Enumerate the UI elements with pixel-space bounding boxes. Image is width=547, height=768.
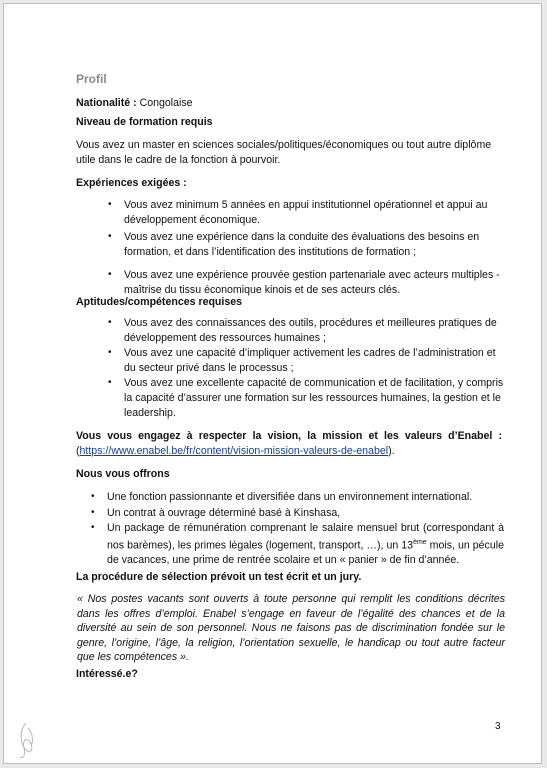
enabel-values-link[interactable]: https://www.enabel.be/fr/content/vision-mission-valeurs-de-enabel <box>79 444 389 457</box>
list-item: • Vous avez une expérience dans la conduite des évaluations des besoins en formation, et dans l’identification des institutions de formation ; <box>108 231 480 258</box>
heading-interesse: Intéressé.e? <box>76 668 138 680</box>
heading-nous-vous-offrons: Nous vous offrons <box>76 468 170 480</box>
niveau-formation-text: Vous avez un master en sciences sociales/politiques/économiques ou tout autre diplôme utile dans le cadre de la fonction à pourvoir. <box>76 139 492 166</box>
list-item: • Un package de rémunération comprenant le salaire mensuel brut (correspondant à nos barèmes), les primes légales (logement, transport, …), un 13ème mois, un pécule de vacances, une prime de rentrée scolaire et un « panier » de fin d’année. <box>91 522 504 566</box>
bullet-icon: • <box>91 522 95 534</box>
list-item: • Une fonction passionnante et diversifiée dans un environnement international. <box>91 491 473 503</box>
bullet-icon: • <box>108 317 112 328</box>
engagement-paragraph: Vous vous engagez à respecter la vision, la mission et les valeurs d’Enabel :(https://www.enabel.be/fr/content/vision-mission-valeurs-de-enabel). <box>76 430 502 457</box>
bullet-icon: • <box>108 347 112 359</box>
page-number: 3 <box>495 721 501 732</box>
document-page <box>3 3 542 764</box>
bullet-icon: • <box>91 491 95 502</box>
list-item: • Vous avez minimum 5 années en appui institutionnel opérationnel et appui au développement économique. <box>108 199 488 226</box>
nationality-value: Congolaise <box>136 97 193 109</box>
section-title-profil: Profil <box>76 72 107 86</box>
list-item: • Vous avez une expérience prouvée gestion partenariale avec acteurs multiples - maîtrise du tissu économique kinois et de ses acteurs clés. <box>108 269 500 296</box>
list-item: • Vous avez une capacité d’impliquer activement les cadres de l’administration et du secteur privé dans le processus ; <box>108 347 496 374</box>
nationality-line <box>76 96 506 111</box>
bullet-icon: • <box>108 269 112 281</box>
experiences-list <box>108 198 504 298</box>
aptitudes-list <box>108 316 506 420</box>
list-item: • Un contrat à ouvrage déterminé basé à Kinshasa, <box>91 506 341 519</box>
signature-mark <box>14 720 40 765</box>
engagement-statement: Vous vous engagez à respecter la vision, la mission et les valeurs d’Enabel : <box>76 430 502 442</box>
heading-niveau-formation: Niveau de formation requis <box>76 116 213 128</box>
diversity-statement: « Nos postes vacants sont ouverts à toute personne qui remplit les conditions décrites dans les offres d’emploi. Enabel s’engage en faveur de l’égalité des chances et de la diversité au sein de son personnel. Nous ne faisons pas de discrimination fondée sur le genre, l’origine, l’âge, la religion, l’orientation sexuelle, le handicap ou tout autre facteur que les compétences ». <box>77 593 505 664</box>
bullet-icon: • <box>108 377 112 389</box>
heading-aptitudes: Aptitudes/compétences requises <box>76 296 243 308</box>
offer-list <box>91 490 504 568</box>
bullet-icon: • <box>108 231 112 243</box>
bullet-icon: • <box>91 506 95 518</box>
list-item: • Vous avez des connaissances des outils, procédures et meilleures pratiques de développement des ressources humaines ; <box>108 317 497 344</box>
heading-procedure-selection: La procédure de sélection prévoit un test écrit et un jury. <box>76 571 362 583</box>
list-item: • Vous avez une excellente capacité de communication et de facilitation, y compris la capacité d’assurer une formation sur les ressources humaines, la gestion et le leadership. <box>108 377 504 419</box>
heading-experiences: Expériences exigées : <box>76 177 187 189</box>
bullet-icon: • <box>108 199 112 210</box>
nationality-label: Nationalité : <box>76 97 137 109</box>
